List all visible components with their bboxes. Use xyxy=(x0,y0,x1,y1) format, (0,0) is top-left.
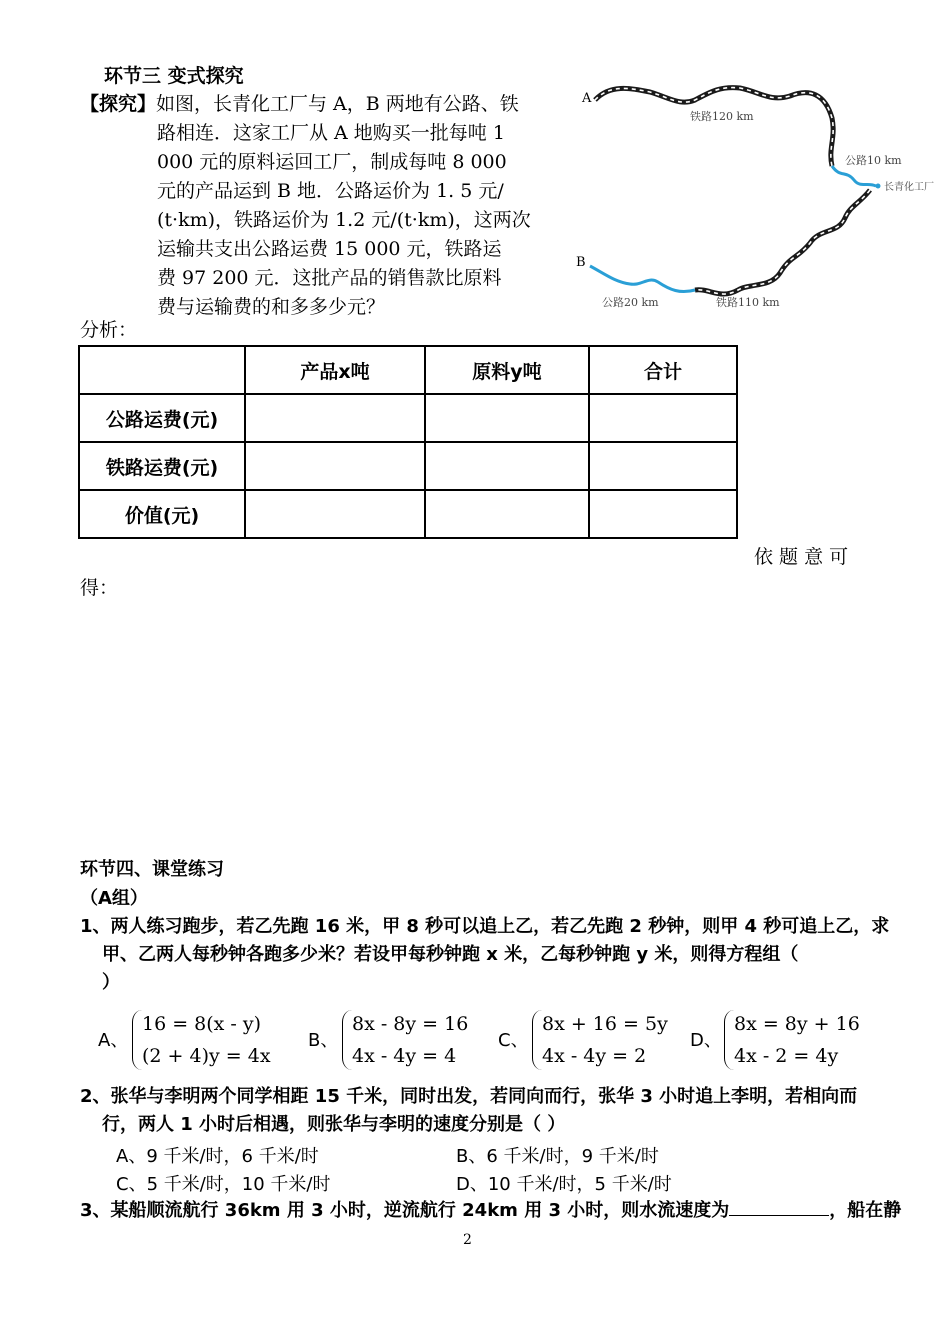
table-header-cell xyxy=(79,346,245,394)
table-header-cell: 合计 xyxy=(589,346,737,394)
road-20-line xyxy=(590,266,695,292)
equation-1: 8x + 16 = 5y xyxy=(542,1013,668,1035)
problem-line-1 xyxy=(80,90,560,119)
analysis-table xyxy=(78,345,738,539)
map-label-rail-120: 铁路120 km xyxy=(690,110,754,123)
table-cell[interactable] xyxy=(589,490,737,538)
problem-line-2: 路相连．这家工厂从 A 地购买一批每吨 1 xyxy=(157,122,505,144)
q3-text-after: ，船在静 xyxy=(829,1200,902,1221)
option-label: A、 xyxy=(98,1030,129,1051)
equation-2: 4x - 2 = 4y xyxy=(734,1045,839,1067)
page-number: 2 xyxy=(463,1232,472,1248)
problem-block xyxy=(80,90,560,322)
table-cell[interactable] xyxy=(245,442,425,490)
option-label: D、 xyxy=(690,1030,722,1051)
option-label: B、 xyxy=(308,1030,339,1051)
table-row xyxy=(79,490,737,538)
table-row-label: 公路运费(元) xyxy=(79,394,245,442)
equation-1: 16 = 8(x - y) xyxy=(142,1013,262,1035)
problem-text-1: 如图，长青化工厂与 A，B 两地有公路、铁 xyxy=(156,93,519,115)
q3-text-before: 3、某船顺流航行 36km 用 3 小时，逆流航行 24km 用 3 小时，则水流速度为 xyxy=(80,1200,730,1221)
rail-120-line xyxy=(595,88,833,166)
table-header-cell: 原料y吨 xyxy=(425,346,589,394)
after-table-left-text: 得： xyxy=(80,577,119,599)
map-label-road-20: 公路20 km xyxy=(602,296,659,309)
problem-line-4: 元的产品运到 B 地．公路运价为 1. 5 元/ xyxy=(157,180,504,202)
problem-line-7: 费 97 200 元．这批产品的销售款比原料 xyxy=(157,267,502,289)
q2-option-c[interactable]: C、5 千米/时，10 千米/时 xyxy=(116,1174,331,1195)
equation-2: (2 + 4)y = 4x xyxy=(142,1045,271,1067)
map-label-road-10: 公路10 km xyxy=(845,154,902,167)
question-2 xyxy=(80,1083,870,1139)
problem-line-8: 费与运输费的和多多少元？ xyxy=(157,296,386,318)
q1-line-1: 1、两人练习跑步，若乙先跑 16 米，甲 8 秒可以追上乙，若乙先跑 2 秒钟，则甲 4 秒可追上乙，求 xyxy=(80,916,890,937)
q2-option-a[interactable]: A、9 千米/时，6 千米/时 xyxy=(116,1146,319,1167)
section3-title: 环节三 变式探究 xyxy=(104,65,244,87)
table-row xyxy=(79,442,737,490)
rail-110-line xyxy=(695,190,870,294)
after-table-right-text: 依 题 意 可 xyxy=(754,546,849,568)
road-10-line xyxy=(832,166,876,186)
q2-line-1: 2、张华与李明两个同学相距 15 千米，同时出发，若同向而行，张华 3 小时追上李明，若相向而 xyxy=(80,1086,858,1107)
analysis-label: 分析： xyxy=(80,319,138,341)
equation-2: 4x - 4y = 2 xyxy=(542,1045,647,1067)
group-label: （A组） xyxy=(80,888,148,909)
table-header-cell: 产品x吨 xyxy=(245,346,425,394)
map-label-a: A xyxy=(582,91,592,106)
option-equations xyxy=(142,1008,271,1072)
table-cell[interactable] xyxy=(425,442,589,490)
table-cell[interactable] xyxy=(425,394,589,442)
factory-dot xyxy=(876,184,881,189)
q1-option-d[interactable] xyxy=(690,1008,870,1074)
answer-blank[interactable] xyxy=(729,1197,829,1216)
problem-line-3: 000 元的原料运回工厂，制成每吨 8 000 xyxy=(157,151,507,173)
q1-line-3: ） xyxy=(102,972,120,993)
map-label-rail-110: 铁路110 km xyxy=(716,296,780,309)
table-cell[interactable] xyxy=(245,394,425,442)
map-label-b: B xyxy=(576,255,586,270)
q1-option-a[interactable] xyxy=(98,1008,298,1074)
option-equations xyxy=(734,1008,860,1072)
question-1 xyxy=(80,913,890,997)
table-row-label: 价值(元) xyxy=(79,490,245,538)
equation-1: 8x - 8y = 16 xyxy=(352,1013,469,1035)
problem-line-5: (t·km)，铁路运价为 1.2 元/(t·km)，这两次 xyxy=(157,209,531,231)
option-equations xyxy=(542,1008,668,1072)
table-row-label: 铁路运费(元) xyxy=(79,442,245,490)
equation-1: 8x = 8y + 16 xyxy=(734,1013,860,1035)
equation-2: 4x - 4y = 4 xyxy=(352,1045,457,1067)
table-cell[interactable] xyxy=(245,490,425,538)
option-equations xyxy=(352,1008,468,1072)
table-cell[interactable] xyxy=(589,394,737,442)
table-header-row xyxy=(79,346,737,394)
q2-option-d[interactable]: D、10 千米/时，5 千米/时 xyxy=(456,1174,672,1195)
q1-line-2: 甲、乙两人每秒钟各跑多少米？若设甲每秒钟跑 x 米，乙每秒钟跑 y 米，则得方程组（ xyxy=(102,944,799,965)
route-map xyxy=(570,78,940,318)
q2-option-b[interactable]: B、6 千米/时，9 千米/时 xyxy=(456,1146,659,1167)
table-cell[interactable] xyxy=(589,442,737,490)
problem-line-6: 运输共支出公路运费 15 000 元，铁路运 xyxy=(157,238,502,260)
option-label: C、 xyxy=(498,1030,529,1051)
table-cell[interactable] xyxy=(425,490,589,538)
table-row xyxy=(79,394,737,442)
q1-option-c[interactable] xyxy=(498,1008,678,1074)
map-label-factory: 长青化工厂 xyxy=(884,182,934,193)
question-3 xyxy=(80,1197,901,1225)
q1-option-b[interactable] xyxy=(308,1008,488,1074)
section4-title: 环节四、课堂练习 xyxy=(80,859,224,880)
q2-line-2: 行，两人 1 小时后相遇，则张华与李明的速度分别是（ ） xyxy=(102,1114,566,1135)
problem-tag: 【探究】 xyxy=(80,93,157,115)
